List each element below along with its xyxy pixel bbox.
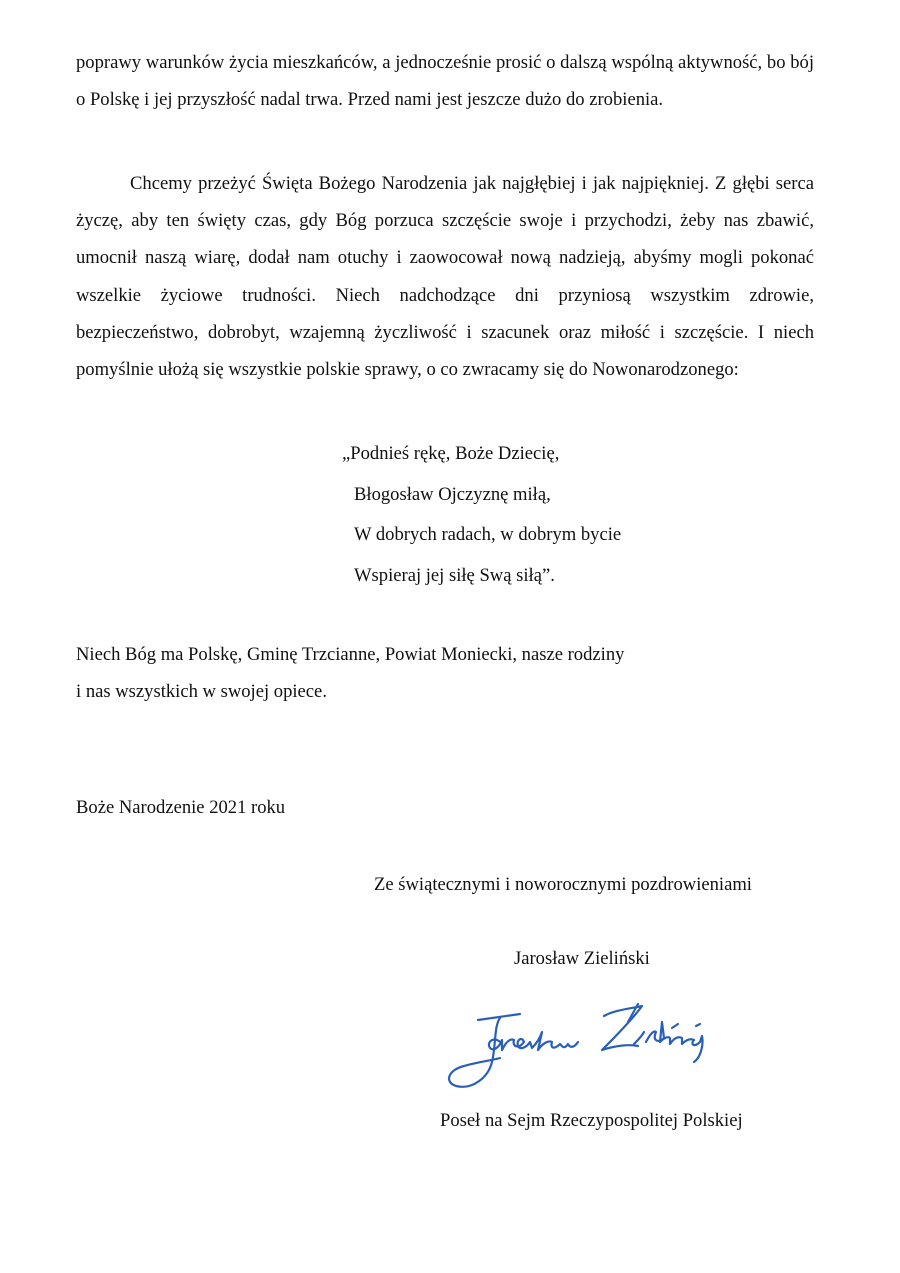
letter-date: Boże Narodzenie 2021 roku [76, 797, 286, 818]
signer-role: Poseł na Sejm Rzeczypospolitej Polskiej [440, 1110, 743, 1131]
blessing-line-1: Niech Bóg ma Polskę, Gminę Trzcianne, Powiat Moniecki, nasze rodziny [76, 644, 625, 665]
poem-line: W dobrych radach, w dobrym bycie [354, 524, 622, 545]
signer-name: Jarosław Zieliński [514, 948, 650, 969]
blessing-paragraph [76, 636, 776, 710]
poem-quote [342, 434, 621, 596]
poem-line: Błogosław Ojczyznę miłą, [354, 483, 551, 505]
poem-line: Wspieraj jej siłę Swą siłą”. [354, 564, 555, 586]
handwritten-signature [438, 996, 728, 1096]
blessing-line-2: i nas wszystkich w swojej opiece. [76, 681, 327, 703]
letter-paragraph-2: Chcemy przeżyć Święta Bożego Narodzenia jak najgłębiej i jak najpiękniej. Z głębi serca życzę, aby ten święty czas, gdy Bóg porzuca szczęście swoje i przychodzi, żeby nas zbawić, umocnił naszą wiarę, dodał nam otuchy i zaowocował nową nadzieją, abyśmy mogli pokonać wszelkie życiowe trudności. Niech nadchodzące dni przyniosą wszystkim zdrowie, bezpieczeństwo, dobrobyt, wzajemną życzliwość i szacunek oraz miłość i szczęście. I niech pomyślnie ułożą się wszystkie polskie sprawy, o co zwracamy się do Nowonarodzonego: [76, 173, 814, 381]
poem-line: „Podnieś rękę, Boże Dziecię, [342, 443, 560, 464]
letter-paragraph-1: poprawy warunków życia mieszkańców, a jednocześnie prosić o dalszą wspólną aktywność, bo bój o Polskę i jej przyszłość nadal trwa. Przed nami jest jeszcze dużo do zrobienia. [76, 52, 814, 111]
closing-greetings: Ze świątecznymi i noworocznymi pozdrowieniami [374, 874, 752, 895]
